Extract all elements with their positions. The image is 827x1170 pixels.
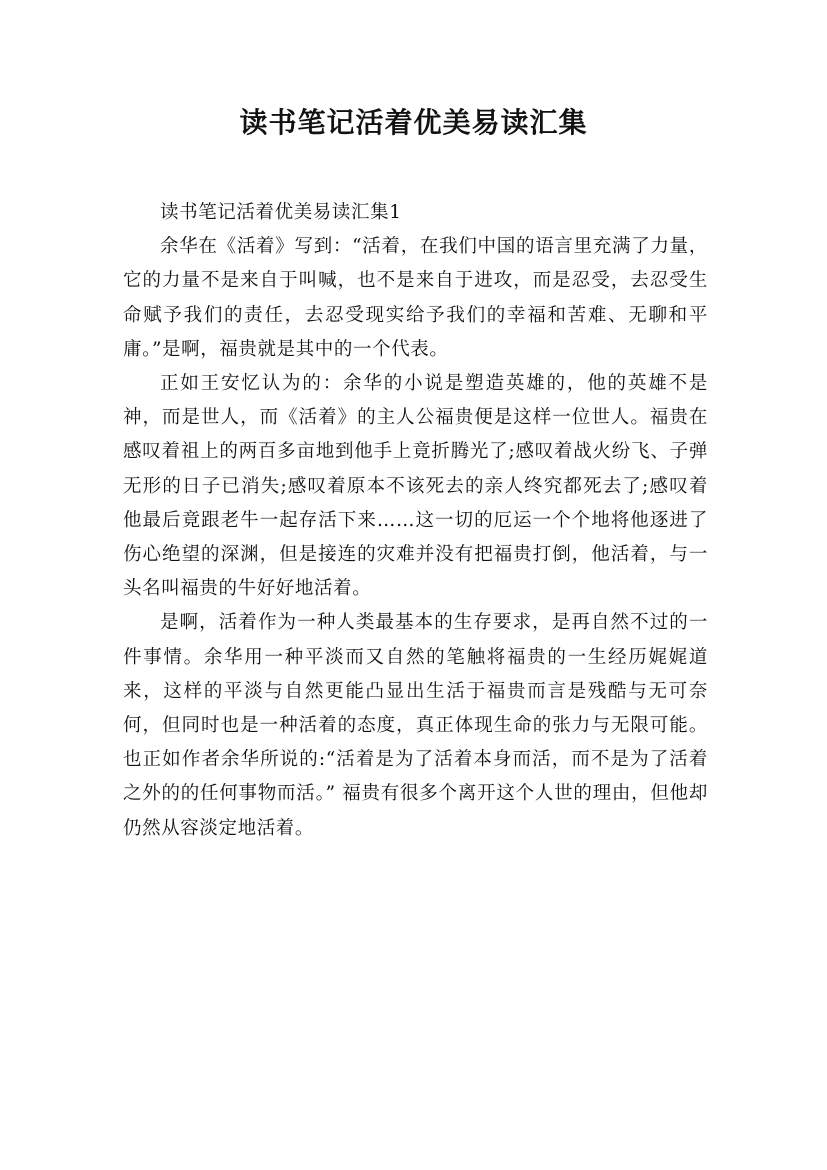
section-heading: 读书笔记活着优美易读汇集1 xyxy=(160,202,402,223)
paragraph-1: 余华在《活着》写到：“活着，在我们中国的语言里充满了力量，它的力量不是来自于叫喊，也不是来自于进攻，而是忍受，去忍受生命赋予我们的责任，去忍受现实给予我们的幸福和苦难、无聊和平庸。”是啊，福贵就是其中的一个代表。 xyxy=(123,236,708,360)
paragraph-2: 正如王安忆认为的：余华的小说是塑造英雄的，他的英雄不是神，而是世人，而《活着》的主人公福贵便是这样一位世人。福贵在感叹着祖上的两百多亩地到他手上竟折腾光了;感叹着战火纷飞、子弹无形的日子已消失;感叹着原本不该死去的亲人终究都死去了;感叹着他最后竟跟老牛一起存活下来……这一切的厄运一个个地将他逐进了伤心绝望的深渊，但是接连的灾难并没有把福贵打倒，他活着，与一头名叫福贵的牛好好地活着。 xyxy=(123,373,708,600)
document-body xyxy=(123,196,708,846)
document-title: 读书笔记活着优美易读汇集 xyxy=(239,106,588,139)
paragraph-3: 是啊，活着作为一种人类最基本的生存要求，是再自然不过的一件事情。余华用一种平淡而又自然的笔触将福贵的一生经历娓娓道来，这样的平淡与自然更能凸显出生活于福贵而言是残酷与无可奈何，但同时也是一种活着的态度，真正体现生命的张力与无限可能。也正如作者余华所说的:“活着是为了活着本身而活，而不是为了活着之外的的任何事物而活。” 福贵有很多个离开这个人世的理由，但他却仍然从容淡定地活着。 xyxy=(123,612,708,839)
